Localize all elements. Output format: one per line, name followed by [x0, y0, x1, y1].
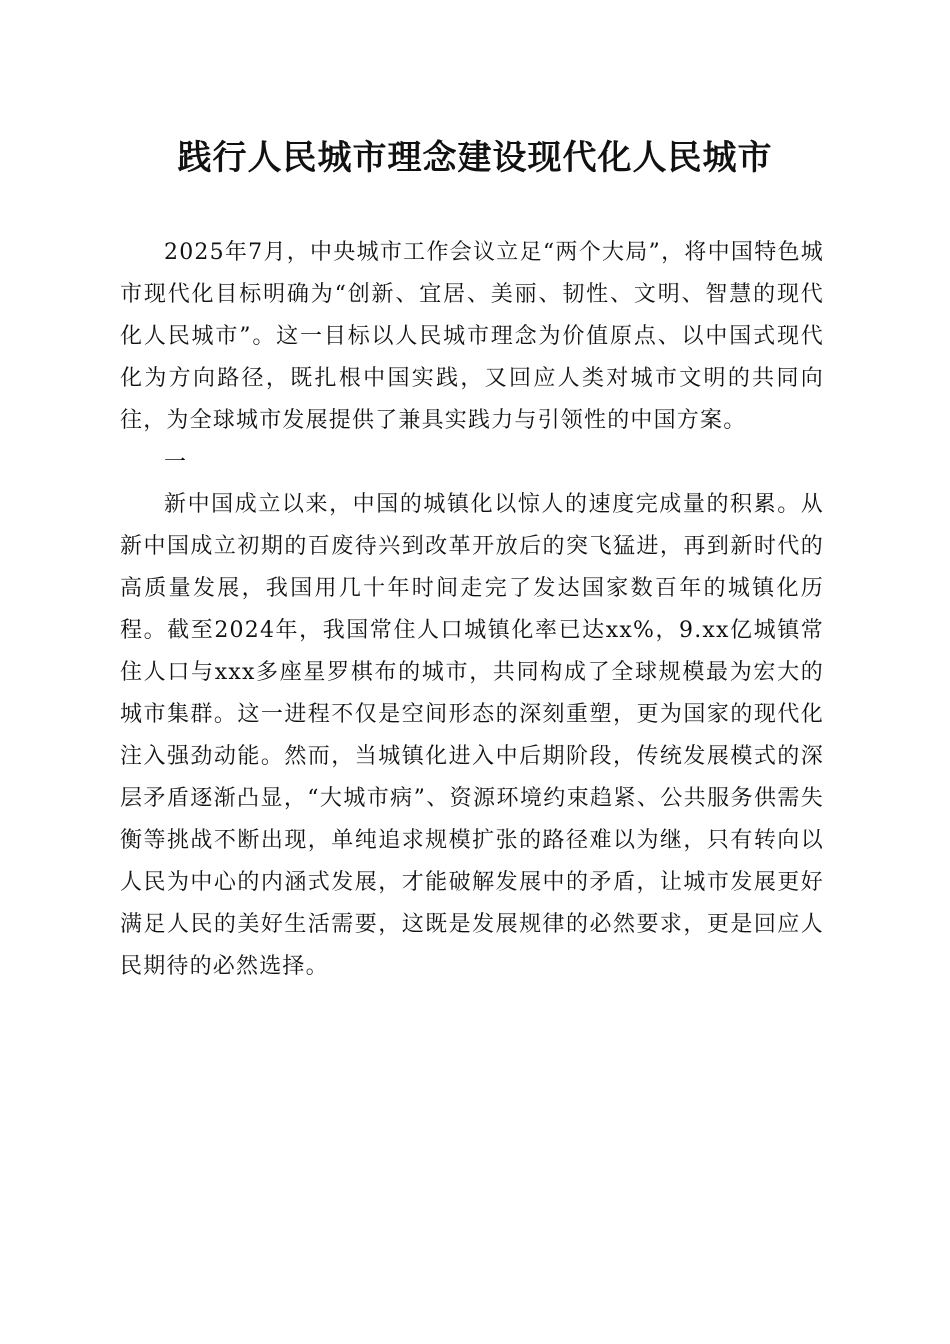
paragraph-section-one: 新中国成立以来，中国的城镇化以惊人的速度完成量的积累。从新中国成立初期的百废待兴到改革开放后的突飞猛进，再到新时代的高质量发展，我国用几十年时间走完了发达国家数百年的城镇化历程。截至2024年，我国常住人口城镇化率已达xx%，9.xx亿城镇常住人口与xxx多座星罗棋布的城市，共同构成了全球规模最为宏大的城市集群。这一进程不仅是空间形态的深刻重塑，更为国家的现代化注入强劲动能。然而，当城镇化进入中后期阶段，传统发展模式的深层矛盾逐渐凸显，“大城市病”、资源环境约束趋紧、公共服务供需失衡等挑战不断出现，单纯追求规模扩张的路径难以为继，只有转向以人民为中心的内涵式发展，才能破解发展中的矛盾，让城市发展更好满足人民的美好生活需要，这既是发展规律的必然要求，更是回应人民期待的必然选择。 [120, 492, 824, 979]
paragraph-intro: 2025年7月，中央城市工作会议立足“两个大局”，将中国特色城市现代化目标明确为“创新、宜居、美丽、韧性、文明、智慧的现代化人民城市”。这一目标以人民城市理念为价值原点、以中国式现代化为方向路径，既扎根中国实践，又回应人类对城市文明的共同向往，为全球城市发展提供了兼具实践力与引领性的中国方案。 [120, 240, 824, 433]
document-title: 践行人民城市理念建设现代化人民城市 [177, 138, 773, 178]
document-body [120, 232, 824, 988]
section-number: 一 [164, 450, 188, 475]
